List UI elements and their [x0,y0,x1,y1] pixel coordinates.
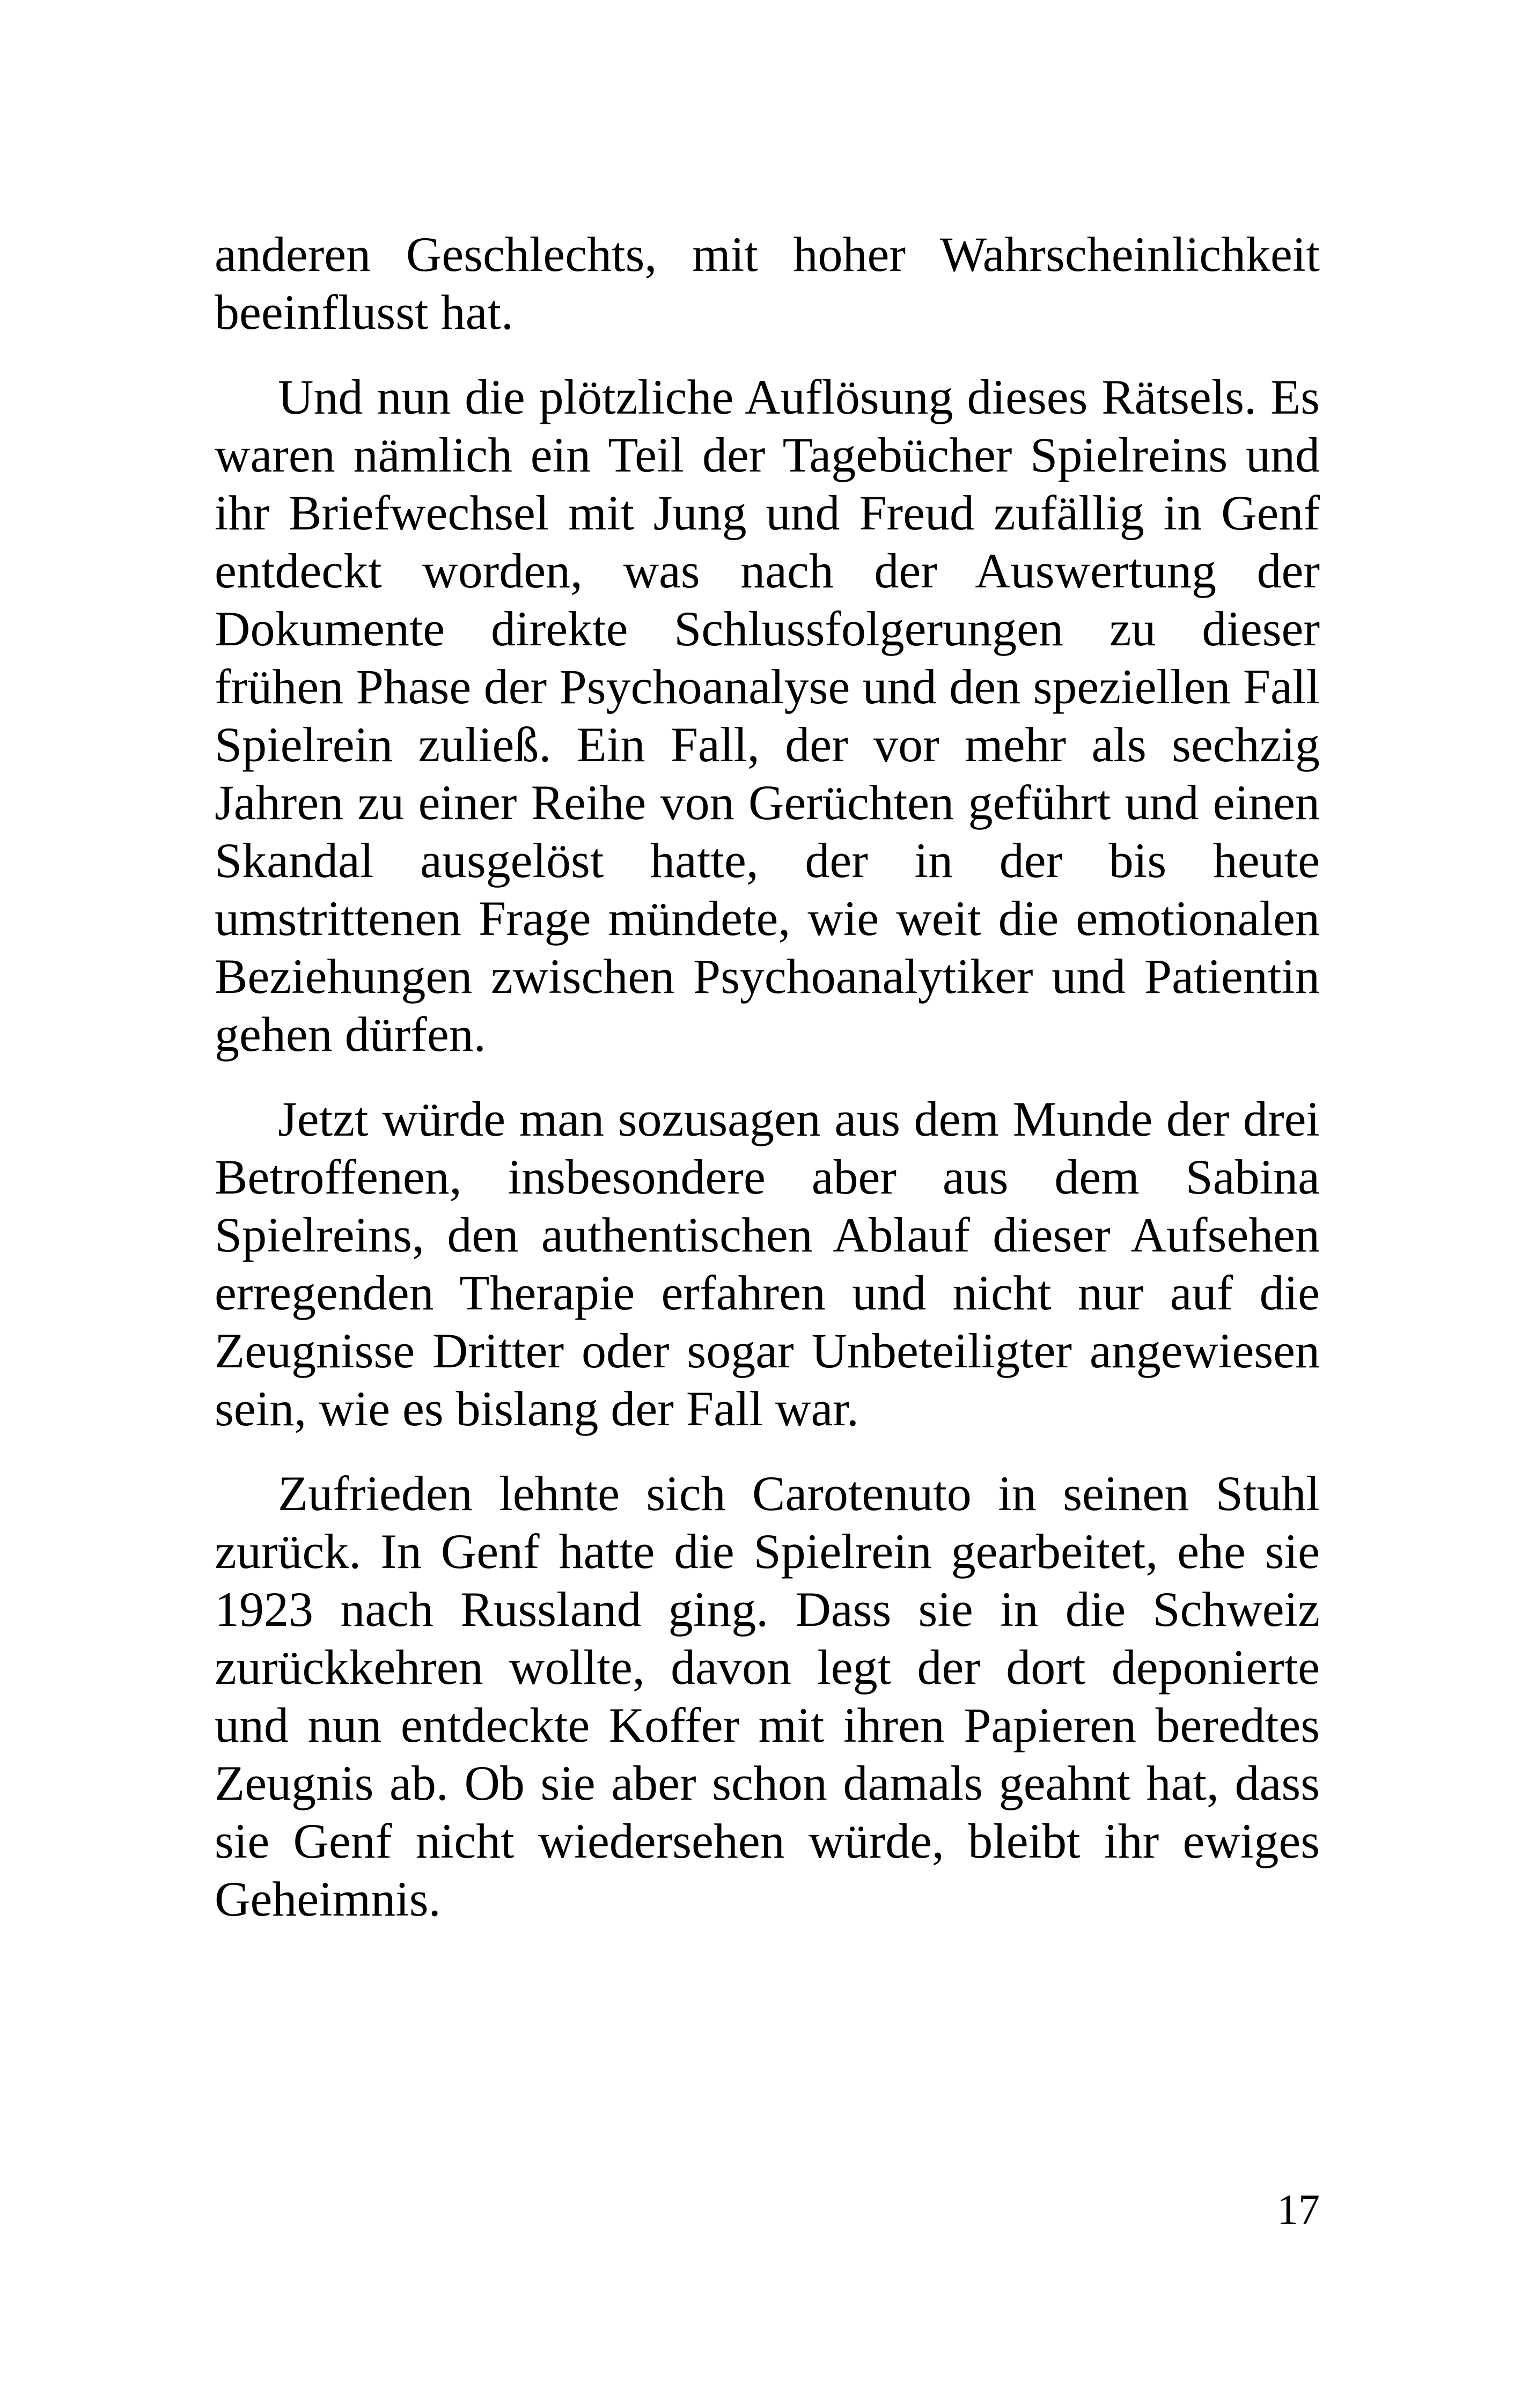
paragraph-solution-of-riddle: Und nun die plötzliche Auflösung dieses Rätsels. Es waren nämlich ein Teil der Tagebücher Spielreins und ihr Briefwechsel mit Jung und Freud zufällig in Genf entdeckt worden, was nach der Auswertung der Dokumente direkte Schlussfolgerungen zu dieser frühen Phase der Psychoanalyse und den speziellen Fall Spielrein zuließ. Ein Fall, der vor mehr als sechzig Jahren zu einer Reihe von Gerüchten geführt und einen Skandal ausgelöst hatte, der in der bis heute umstrittenen Frage mündete, wie weit die emotionalen Beziehungen zwischen Psychoanalytiker und Patientin gehen dürfen. [215,370,1320,1062]
page-number: 17 [1277,2186,1320,2234]
paragraph-continuation: anderen Geschlechts, mit hoher Wahrscheinlichkeit beeinflusst hat. [215,227,1320,340]
body-text [215,225,1320,1955]
paragraph-authentic-account: Jetzt würde man sozusagen aus dem Munde der drei Betroffenen, insbesondere aber aus dem Sabina Spielreins, den authentischen Ablauf dieser Aufsehen erregenden Therapie erfahren und nicht nur auf die Zeugnisse Dritter oder sogar Unbeteiligter angewiesen sein, wie es bislang der Fall war. [215,1092,1320,1436]
paragraph-carotenuto: Zufrieden lehnte sich Carotenuto in seinen Stuhl zurück. In Genf hatte die Spielrein gearbeitet, ehe sie 1923 nach Russland ging. Dass sie in die Schweiz zurückkehren wollte, davon legt der dort deponierte und nun entdeckte Koffer mit ihren Papieren beredtes Zeugnis ab. Ob sie aber schon damals geahnt hat, dass sie Genf nicht wiedersehen würde, bleibt ihr ewiges Geheimnis. [215,1466,1320,1926]
